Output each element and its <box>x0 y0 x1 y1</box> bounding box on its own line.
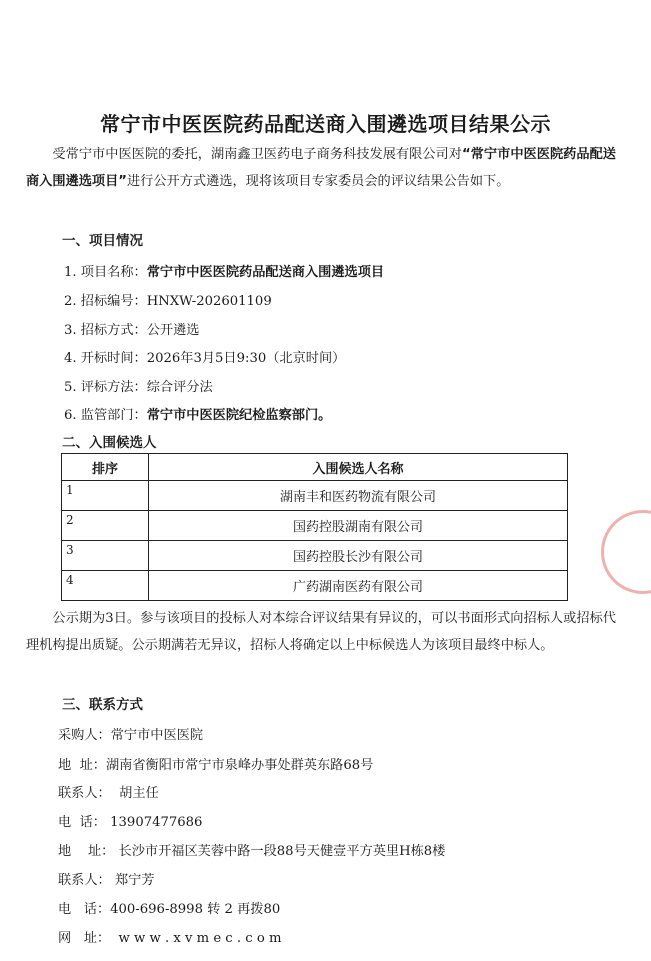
item-label: 6. 监管部门： <box>64 408 147 423</box>
item-label: 1. 项目名称： <box>64 265 147 280</box>
contact-value: 胡主任 <box>110 786 159 801</box>
project-item-evaluation <box>64 376 213 395</box>
contact-value: 郑宁芳 <box>110 873 155 888</box>
contact-value: w w w . x v m e c . c o m <box>110 931 282 946</box>
project-item-method <box>64 319 199 338</box>
item-label: 5. 评标方法： <box>64 380 147 395</box>
intro-project-name: “常宁市中医医院药品配送商入围遴选项目” <box>26 147 616 189</box>
contact-label: 电 话： <box>58 902 111 917</box>
item-label: 3. 招标方式： <box>64 323 147 338</box>
section2-heading: 二、入围候选人 <box>62 435 157 451</box>
cell-rank: 1 <box>62 481 149 511</box>
project-item-supervisor <box>64 404 331 423</box>
notice-paragraph: 公示期为3日。参与该项目的投标人对本综合评议结果有异议的，可以书面形式向招标人或招标代理机构提出质疑。公示期满若无异议，招标人将确定以上中标候选人为该项目最终中标人。 <box>26 611 616 653</box>
table-row <box>62 511 568 541</box>
header-name: 入围候选人名称 <box>149 454 568 481</box>
contact-website <box>58 927 282 946</box>
cell-rank: 2 <box>62 511 149 541</box>
contact-value: 长沙市开福区芙蓉中路一段88号天健壹平方英里H栋8楼 <box>114 844 446 859</box>
cell-name: 国药控股长沙有限公司 <box>149 541 568 571</box>
contact-label: 联系人： <box>58 873 111 888</box>
contact-value: 400-696-8998 转 2 再拨80 <box>110 902 281 917</box>
contact-address-1 <box>58 754 373 773</box>
header-rank: 排序 <box>62 454 149 481</box>
item-label: 4. 开标时间： <box>64 351 147 366</box>
contact-address-2 <box>58 840 445 859</box>
contact-value: 湖南省衡阳市常宁市泉峰办事处群英东路68号 <box>105 758 374 773</box>
item-value: 2026年3月5日9:30（北京时间） <box>146 351 346 366</box>
contact-value: 13907477686 <box>105 815 203 830</box>
project-item-code <box>64 290 272 309</box>
document-title: 常宁市中医医院药品配送商入围遴选项目结果公示 <box>100 112 551 136</box>
cell-rank: 4 <box>62 571 149 601</box>
intro-paragraph <box>26 141 616 195</box>
table-row <box>62 541 568 571</box>
item-label: 2. 招标编号： <box>64 294 147 309</box>
cell-name: 国药控股湖南有限公司 <box>149 511 568 541</box>
contact-label: 电 话： <box>58 815 106 830</box>
project-item-time <box>64 347 345 366</box>
contact-label: 地 址： <box>58 844 115 859</box>
table-row <box>62 571 568 601</box>
table-row <box>62 481 568 511</box>
intro-part2: 进行公开方式遴选，现将该项目专家委员会的评议结果公告如下。 <box>126 174 510 189</box>
contact-label: 采购人： <box>58 728 111 743</box>
section1-heading: 一、项目情况 <box>62 233 143 249</box>
contact-person-2 <box>58 869 155 888</box>
project-item-name <box>64 261 384 280</box>
contact-value: 常宁市中医医院 <box>110 728 204 743</box>
contact-phone-1 <box>58 811 202 830</box>
section3-heading: 三、联系方式 <box>62 697 143 713</box>
item-value: 常宁市中医医院药品配送商入围遴选项目 <box>146 265 385 280</box>
item-value: 综合评分法 <box>146 380 213 395</box>
contact-label: 地 址： <box>58 758 106 773</box>
contact-label: 网 址： <box>58 931 111 946</box>
item-value: 常宁市中医医院纪检监察部门。 <box>146 408 332 423</box>
contact-person-1 <box>58 782 159 801</box>
item-value: HNXW-202601109 <box>146 294 272 309</box>
intro-part1: 受常宁市中医医院的委托，湖南鑫卫医药电子商务科技发展有限公司对 <box>52 147 462 162</box>
official-seal-icon <box>601 510 651 594</box>
contact-label: 联系人： <box>58 786 111 801</box>
contact-purchaser <box>58 724 203 743</box>
item-value: 公开遴选 <box>146 323 200 338</box>
contact-phone-2 <box>58 898 280 917</box>
cell-name: 广药湖南医药有限公司 <box>149 571 568 601</box>
cell-name: 湖南丰和医药物流有限公司 <box>149 481 568 511</box>
candidates-table <box>61 453 568 601</box>
cell-rank: 3 <box>62 541 149 571</box>
table-header-row <box>62 454 568 481</box>
